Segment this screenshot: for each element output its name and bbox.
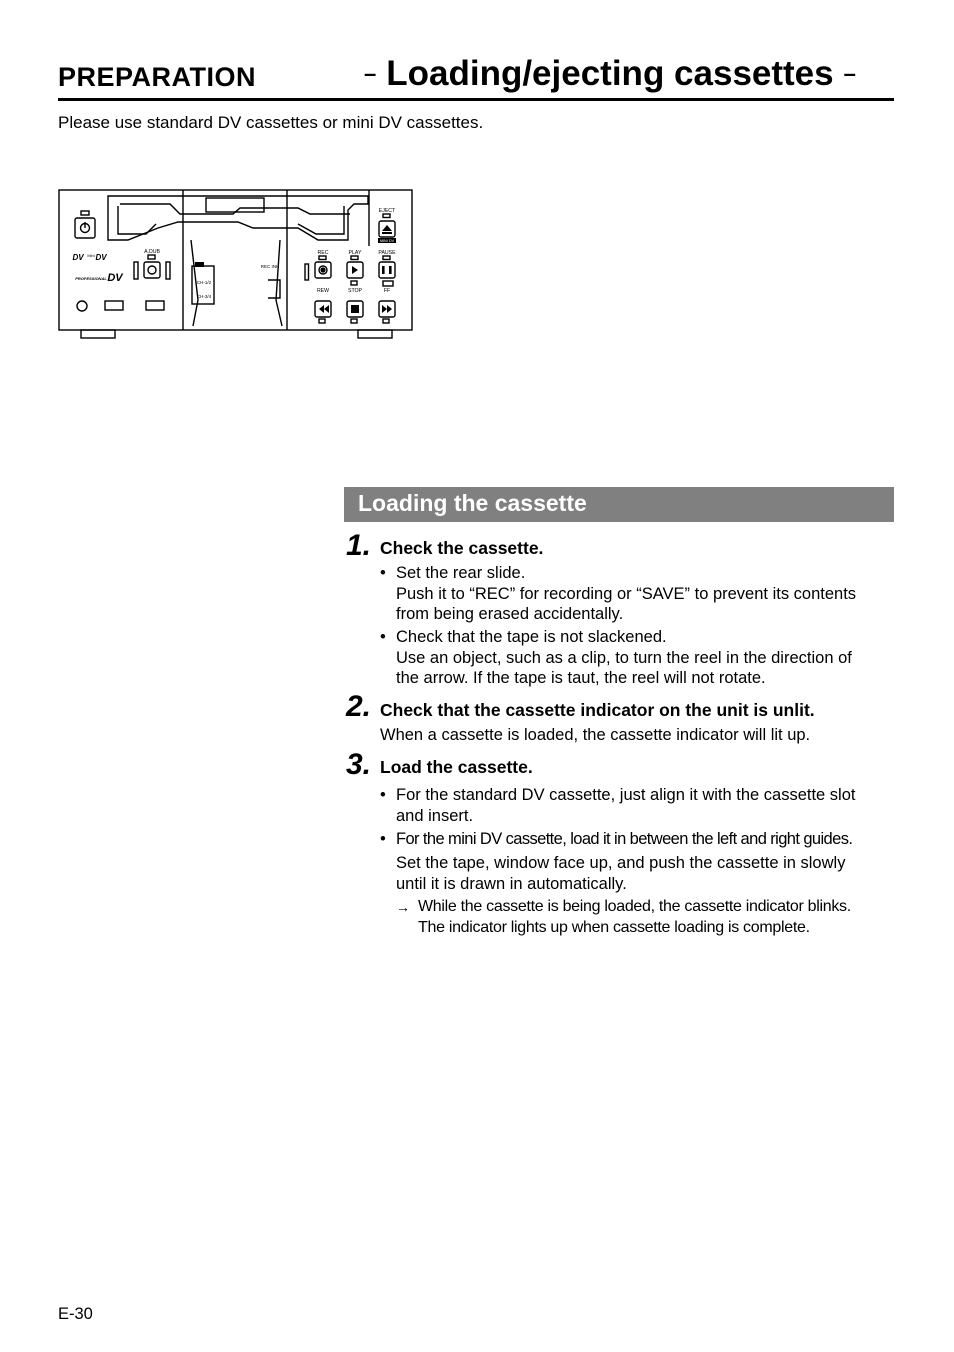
rec-inh-label: REC INH: [260, 264, 280, 269]
bullet-line: and insert.: [396, 806, 474, 825]
step-3-continuation: [396, 853, 896, 894]
bullet-line: Set the rear slide.: [396, 564, 526, 582]
subheading-bar: [344, 487, 894, 522]
note-line: The indicator lights up when cassette loading is complete.: [418, 918, 810, 936]
bullet-symbol: •: [380, 564, 386, 582]
eject-label: EJECT: [378, 208, 396, 214]
page-title-text: Loading/ejecting cassettes: [386, 54, 834, 93]
ff-label: FF: [383, 288, 391, 294]
title-dash-left: –: [364, 61, 377, 86]
bullet-line: For the mini DV cassette, load it in between the left and right guides.: [396, 830, 853, 848]
logo-dv: DV: [72, 253, 84, 262]
bullet-line: Push it to “REC” for recording or “SAVE” to prevent its contents: [396, 584, 857, 603]
a-dub-label: A.DUB: [144, 249, 160, 255]
ch34-label: CH-3/4: [196, 294, 212, 299]
section-label: PREPARATION: [58, 62, 257, 92]
step-2-title: Check that the cassette indicator on the unit is unlit.: [380, 700, 815, 720]
step-2-text: When a cassette is loaded, the cassette indicator will lit up.: [380, 726, 811, 744]
page-header: [58, 52, 894, 101]
step-3-title: Load the cassette.: [380, 757, 533, 777]
logo-dv-mini: DV: [95, 253, 107, 262]
ch12-label: CH-1/2: [196, 280, 212, 285]
subheading: Loading the cassette: [358, 490, 587, 516]
bullet-line: Check that the tape is not slackened.: [396, 628, 667, 646]
step-3-note: [396, 897, 896, 938]
arrow-icon: →: [396, 899, 410, 915]
stop-label: STOP: [347, 288, 363, 294]
continuation-line: Set the tape, window face up, and push the cassette in slowly: [396, 854, 846, 872]
intro-text: Please use standard DV cassettes or mini DV cassettes.: [58, 113, 484, 132]
deck-front-panel-illustration: [58, 188, 414, 340]
page-number: E-30: [58, 1305, 93, 1323]
rew-label: REW: [316, 288, 330, 294]
step-1-bullet-2: [380, 627, 900, 689]
continuation-line: until it is drawn in automatically.: [396, 874, 627, 893]
bullet-symbol: •: [380, 786, 386, 804]
step-1-bullet-1: [380, 563, 900, 625]
bullet-symbol: •: [380, 830, 386, 848]
pause-label: PAUSE: [378, 250, 396, 256]
rec-label: REC: [317, 250, 329, 256]
bullet-line: from being erased accidentally.: [396, 605, 624, 623]
logo-mini: Mini: [87, 253, 95, 258]
bullet-symbol: •: [380, 628, 386, 646]
bullet-line: For the standard DV cassette, just align it with the cassette slot: [396, 786, 856, 804]
step-2-number: 2.: [346, 690, 372, 723]
bullet-line: Use an object, such as a clip, to turn the reel in the direction of: [396, 648, 852, 667]
step-3-number: 3.: [346, 748, 372, 781]
step-1-number: 1.: [346, 529, 372, 562]
mini-dv-label: MINI DV: [379, 239, 395, 243]
page-title: [354, 54, 866, 94]
title-dash-right: –: [843, 61, 856, 86]
step-3-bullet-1: [380, 785, 900, 826]
bullet-line: the arrow. If the tape is taut, the reel will not rotate.: [396, 669, 766, 687]
logo-professional: PROFESSIONAL: [75, 276, 107, 281]
play-label: PLAY: [348, 250, 362, 256]
step-1-title: Check the cassette.: [380, 538, 544, 558]
logo-dv-professional: DV: [107, 272, 123, 284]
step-3-bullet-2: [380, 829, 900, 850]
note-line: While the cassette is being loaded, the cassette indicator blinks.: [418, 898, 851, 915]
